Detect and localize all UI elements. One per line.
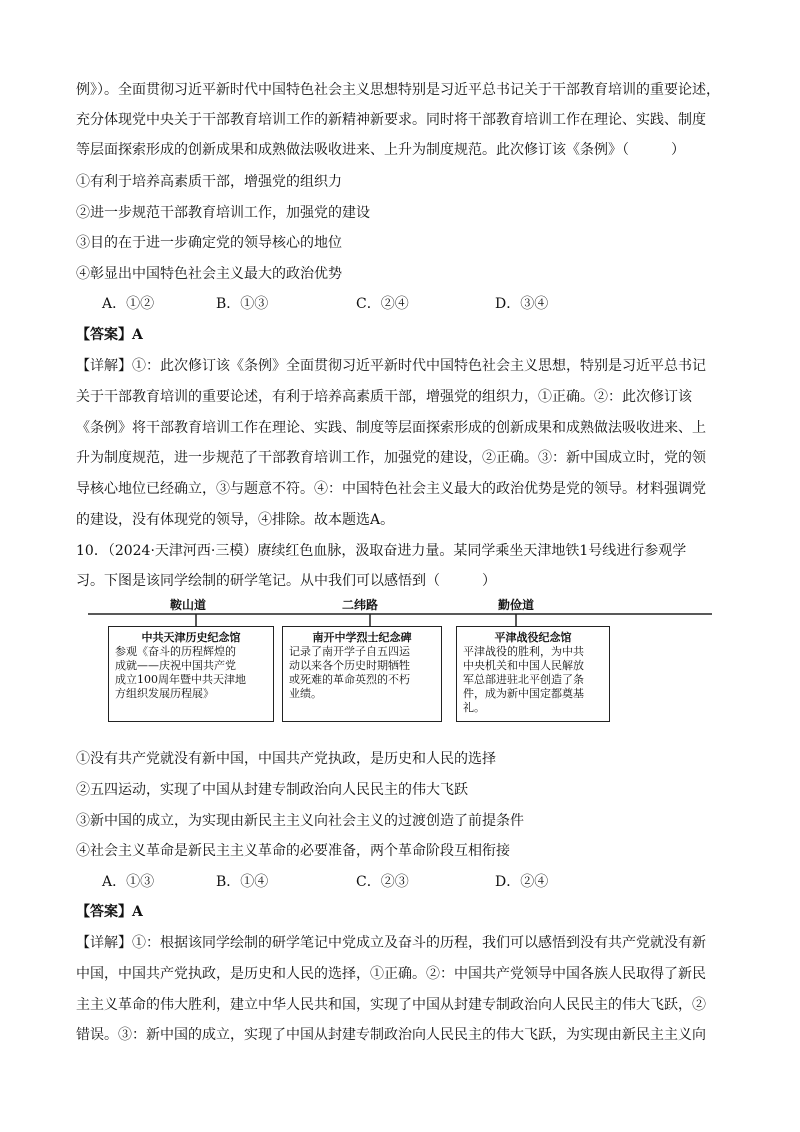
station-erweilu: 二纬路	[342, 598, 379, 612]
station-note-box	[282, 626, 442, 722]
q9-detail-line: 关于干部教育培训的重要论述，有利于培养高素质干部，增强党的组织力，①正确。②：此次修订该	[76, 389, 692, 405]
q9-stem-line: 充分体现党中央关于干部教育培训工作的新精神新要求。同时将干部教育培训工作在理论、实践、制度	[76, 112, 706, 128]
q10-statement: ④社会主义革命是新民主主义革命的必要准备，两个革命阶段互相衔接	[76, 843, 510, 859]
q10-answer: 【答案】A	[76, 904, 143, 920]
q10-statement: ③新中国的成立，为实现由新民主主义向社会主义的过渡创造了前提条件	[76, 813, 524, 829]
q9-detail-line: 升为制度规范，进一步规范了干部教育培训工作，加强党的建设，②正确。③：新中国成立时，党的领	[76, 450, 706, 466]
q10-statement: ①没有共产党就没有新中国，中国共产党执政，是历史和人民的选择	[76, 751, 496, 767]
note-line: 业绩。	[289, 687, 322, 700]
note-title: 南开中学烈士纪念碑	[312, 631, 412, 644]
q9-answer: 【答案】A	[76, 327, 143, 343]
note-line: 参观《奋斗的历程辉煌的	[115, 645, 236, 658]
q9-detail-line: 导核心地位已经确立，③与题意不符。④：中国特色社会主义最大的政治优势是党的领导。材料强调党	[76, 481, 706, 497]
q9-option-b: B．①③	[216, 296, 269, 312]
q10-detail-line: 【详解】①：根据该同学绘制的研学笔记中党成立及奋斗的历程，我们可以感悟到没有共产党就没有新	[76, 935, 706, 951]
q10-stem-line: 10．（2024·天津河西·三模）赓续红色血脉，汲取奋进力量。某同学乘坐天津地铁1号线进行参观学	[76, 543, 687, 559]
note-line: 成立100周年暨中共天津地	[115, 673, 246, 686]
note-line: 平津战役的胜利，为中共	[463, 645, 584, 658]
station-anshandao: 鞍山道	[170, 598, 207, 612]
q9-option-c: C．②④	[356, 296, 409, 312]
q9-statement: ①有利于培养高素质干部，增强党的组织力	[76, 174, 342, 190]
q10-detail-line: 错误。③：新中国的成立，实现了中国从封建专制政治向人民民主的伟大飞跃，为实现由新民主主义向	[76, 1027, 706, 1043]
q10-detail-line: 主主义革命的伟大胜利，建立中华人民共和国，实现了中国从封建专制政治向人民民主的伟大飞跃，②	[76, 997, 706, 1013]
station-note-box	[108, 626, 274, 722]
station-qinjiandao: 勤俭道	[498, 598, 535, 612]
note-line: 动以来各个历史时期牺牲	[289, 659, 410, 672]
note-title: 平津战役纪念馆	[494, 631, 572, 644]
q9-statement: ④彰显出中国特色社会主义最大的政治优势	[76, 266, 342, 282]
q9-stem-line: 等层面探索形成的创新成果和成熟做法吸收进来、上升为制度规范。此次修订该《条例》（ ）	[76, 142, 685, 158]
q10-option-c: C．②③	[356, 874, 409, 890]
q9-detail-line: 的建设，没有体现党的领导，④排除。故本题选A。	[76, 512, 395, 528]
q10-option-d: D．②④	[495, 874, 549, 890]
q10-option-a: A．①③	[102, 874, 155, 890]
q10-stem-line: 习。下图是该同学绘制的研学笔记。从中我们可以感悟到（ ）	[76, 573, 496, 589]
note-line: 记录了南开学子自五四运	[289, 645, 410, 658]
q9-statement: ③目的在于进一步确定党的领导核心的地位	[76, 235, 342, 251]
q9-stem-line: 例》）。全面贯彻习近平新时代中国特色社会主义思想特别是习近平总书记关于干部教育培训的重要论述，	[76, 82, 720, 98]
station-note-box	[456, 626, 610, 722]
q10-statement: ②五四运动，实现了中国从封建专制政治向人民民主的伟大飞跃	[76, 782, 468, 798]
q9-detail-line: 《条例》将干部教育培训工作在理论、实践、制度等层面探索形成的创新成果和成熟做法吸收进来、上	[76, 420, 706, 436]
q9-statement: ②进一步规范干部教育培训工作，加强党的建设	[76, 205, 370, 221]
q9-option-a: A．①②	[102, 296, 155, 312]
note-title: 中共天津历史纪念馆	[141, 631, 241, 644]
q10-detail-line: 中国，中国共产党执政，是历史和人民的选择，①正确。②：中国共产党领导中国各族人民取得了新民	[76, 966, 706, 982]
note-line: 军总部进驻北平创造了条	[463, 673, 584, 686]
q9-detail-line: 【详解】①：此次修订该《条例》全面贯彻习近平新时代中国特色社会主义思想，特别是习近平总书记	[76, 358, 706, 374]
note-line: 中央机关和中国人民解放	[463, 659, 584, 672]
q10-option-b: B．①④	[216, 874, 269, 890]
note-line: 方组织发展历程展》	[115, 687, 214, 700]
note-line: 件，成为新中国定都奠基	[463, 687, 584, 700]
metro-study-notes-figure	[88, 596, 712, 726]
note-line: 礼。	[463, 701, 485, 714]
q9-option-d: D．③④	[495, 296, 549, 312]
note-line: 或死难的革命英烈的不朽	[289, 673, 410, 686]
note-line: 成就——庆祝中国共产党	[115, 659, 236, 672]
